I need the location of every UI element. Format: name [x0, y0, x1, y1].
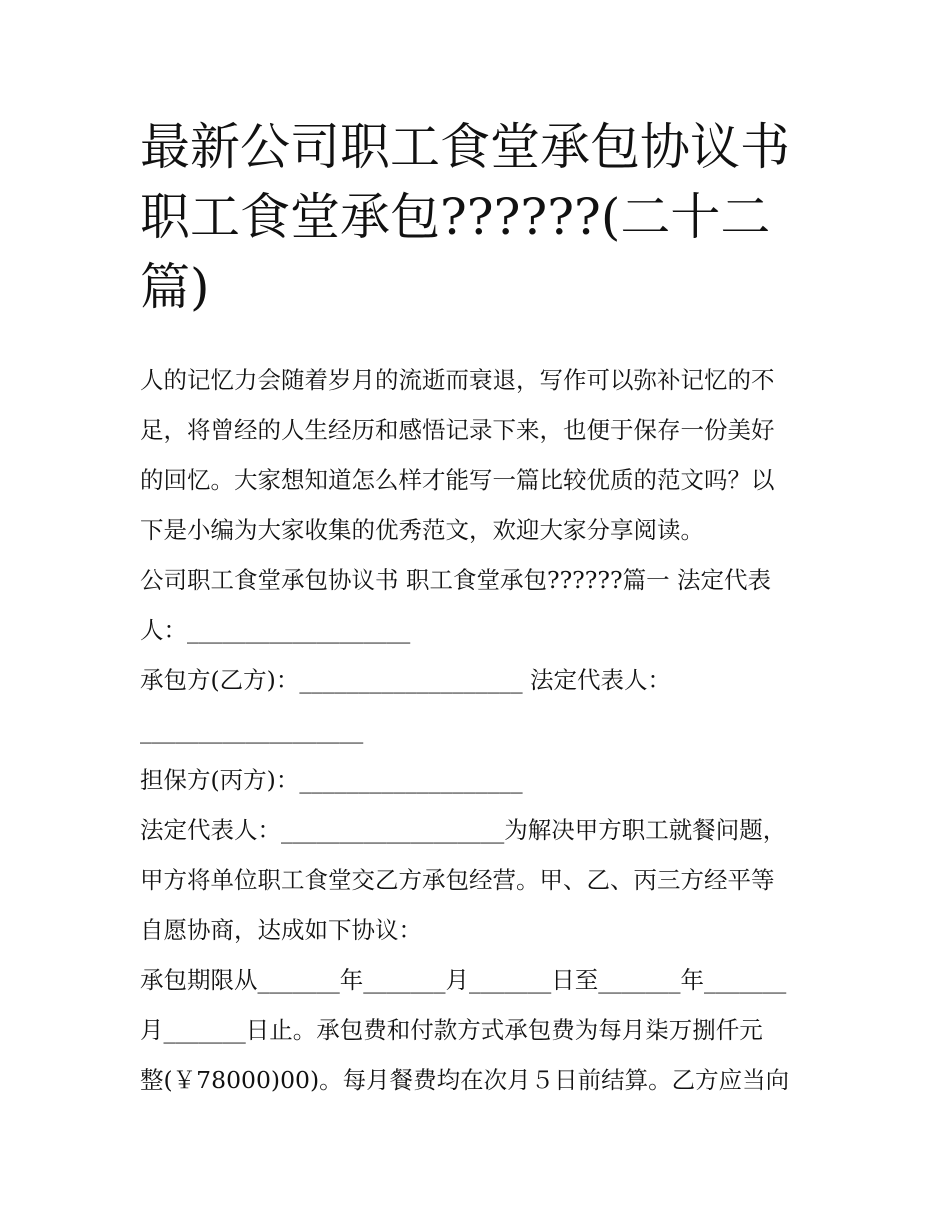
term-line-3: 整(￥78000)00)。每月餐费均在次月５日前结算。乙方应当向: [140, 1066, 790, 1094]
legal-rep-line: 人：___________________: [140, 616, 411, 644]
guarantor-line: 担保方(丙方)：___________________: [140, 766, 523, 794]
intro-line-1: 人的记忆力会随着岁月的流逝而衰退，写作可以弥补记忆的不: [140, 366, 775, 394]
title-line-1: 最新公司职工食堂承包协议书: [140, 118, 790, 176]
contractor-rep-blank-line: ___________________: [140, 716, 364, 744]
agreement-line-1: 甲方将单位职工食堂交乙方承包经营。甲、乙、丙三方经平等: [140, 866, 775, 894]
section-heading-line: 公司职工食堂承包协议书 职工食堂承包??????篇一 法定代表: [140, 566, 772, 594]
document-title: [140, 112, 820, 322]
intro-line-2: 足，将曾经的人生经历和感悟记录下来，也便于保存一份美好: [140, 416, 775, 444]
intro-line-3: 的回忆。大家想知道怎么样才能写一篇比较优质的范文吗？以: [140, 466, 775, 494]
agreement-line-2: 自愿协商，达成如下协议：: [140, 916, 422, 944]
term-line-2: 月_______日止。承包费和付款方式承包费为每月柒万捌仟元: [140, 1016, 763, 1044]
guarantor-rep-line: 法定代表人：___________________为解决甲方职工就餐问题，: [140, 816, 787, 844]
title-line-3: 篇): [140, 258, 210, 316]
intro-line-4: 下是小编为大家收集的优秀范文，欢迎大家分享阅读。: [140, 516, 704, 544]
term-line-1: 承包期限从_______年_______月_______日至_______年_______: [140, 966, 787, 994]
title-line-2: 职工食堂承包??????(二十二: [140, 188, 771, 246]
document-body: [140, 355, 820, 1105]
contractor-line: 承包方(乙方)：___________________ 法定代表人：: [140, 666, 672, 694]
